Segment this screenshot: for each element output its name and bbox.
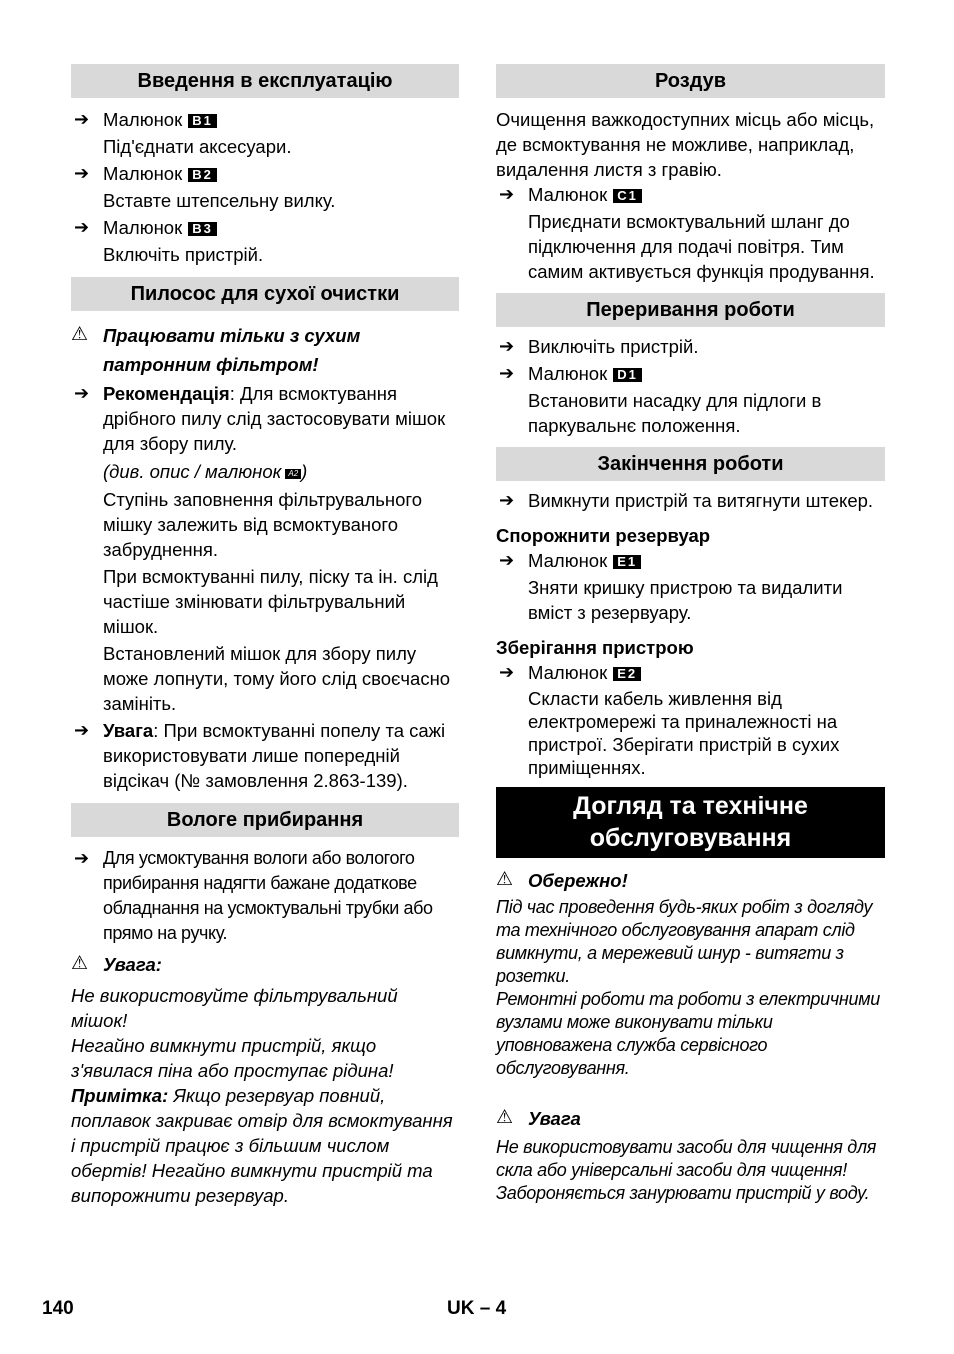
section-heading-finish: Закінчення роботи — [496, 447, 885, 481]
chapter-heading-maintenance: Догляд та технічне обслуговування — [496, 787, 885, 858]
figure-ref-b2: B2 — [188, 168, 217, 182]
left-column — [71, 64, 459, 1208]
note: Примітка: Якщо резервуар повний, поплавок закриває отвір для всмоктування і пристрій працює з більшим числом обертів! Негайно вимкнути пристрій та випорожнити резервуар. — [71, 1085, 453, 1206]
warning-triangle-icon: ⚠ — [71, 953, 89, 974]
right-column — [496, 64, 885, 1205]
section-heading-interrupt: Переривання роботи — [496, 293, 885, 327]
step-text: Під'єднати аксесуари. — [103, 136, 292, 157]
step-figure-b1: ➔ Малюнок B1 — [71, 107, 459, 132]
paragraph: Ступінь заповнення фільтрувального мішку залежить від всмоктуваного забруднення. — [103, 489, 423, 560]
step-figure-b3: ➔ Малюнок B3 — [71, 215, 459, 240]
step-figure-d1: ➔ Малюнок D1 — [496, 361, 885, 386]
figure-ref-a2: A2 — [285, 469, 301, 479]
figure-ref-b3: B3 — [188, 222, 217, 236]
step: ➔ Вимкнути пристрій та витягнути штекер. — [496, 488, 885, 513]
italic-paragraph: Під час проведення будь-яких робіт з догляду та технічного обслуговування апарат слід вимкнути, а мережевий шнур - витягти з розетки. — [496, 897, 873, 986]
figure-ref-e1: E1 — [613, 555, 641, 569]
warning-caution: ⚠ Обережно! — [496, 869, 628, 891]
figure-ref-b1: B1 — [188, 114, 217, 128]
attention-ash: ➔ Увага: При всмоктуванні попелу та сажі використовувати лише попередній відсікач (№ замовлення 2.863-139). — [71, 718, 459, 793]
page-code: UK – 4 — [447, 1298, 507, 1319]
paragraph: При всмоктуванні пилу, піску та ін. слід частіше змінювати фільтрувальний мішок. — [103, 566, 438, 637]
page-number: 140 — [42, 1298, 74, 1319]
subheading-empty-tank: Спорожнити резервуар — [496, 525, 711, 546]
step-figure-e2: ➔ Малюнок E2 — [496, 660, 885, 685]
step-text: Скласти кабель живлення від електромережі та приналежності на пристрої. Зберігати пристрій в сухих приміщеннях. — [528, 688, 840, 778]
step-figure-e1: ➔ Малюнок E1 — [496, 548, 885, 573]
step-figure-b2: ➔ Малюнок B2 — [71, 161, 459, 186]
warning-triangle-icon: ⚠ — [496, 869, 514, 890]
figure-ref-e2: E2 — [613, 667, 641, 681]
warning-dry-filter: ⚠ Працювати тільки з сухим патронним фільтром! — [71, 321, 459, 379]
step-text: Зняти кришку пристрою та видалити вміст з резервуару. — [528, 577, 843, 623]
figure-ref-c1: C1 — [613, 189, 642, 203]
warning-attention: ⚠ Увага: — [71, 953, 162, 975]
figure-ref-d1: D1 — [613, 368, 642, 382]
section-heading-blowing: Роздув — [496, 64, 885, 98]
paragraph: Встановлений мішок для збору пилу може лопнути, тому його слід своєчасно замініть. — [103, 643, 451, 714]
warning-attention: ⚠ Увага — [496, 1107, 581, 1129]
section-heading-startup: Введення в експлуатацію — [71, 64, 459, 98]
step-text: Встановити насадку для підлоги в паркувальнє положення. — [528, 390, 822, 436]
warning-triangle-icon: ⚠ — [496, 1107, 514, 1128]
subheading-storage: Зберігання пристрою — [496, 637, 694, 658]
italic-paragraph: Не використовувати засоби для чищення для скла або універсальні засоби для чищення! Забороняється занурювати пристрій у воду. — [496, 1137, 877, 1203]
step: ➔ Виключіть пристрій. — [496, 334, 885, 359]
section-heading-wet-cleaning: Вологе прибирання — [71, 803, 459, 837]
step-text: Вставте штепсельну вилку. — [103, 190, 336, 211]
italic-paragraph: Не використовуйте фільтрувальний мішок! — [71, 985, 398, 1031]
italic-paragraph: Ремонтні роботи та роботи з електричними вузлами може виконувати тільки уповноважена служба сервісного обслуговування. — [496, 989, 880, 1078]
paragraph: Очищення важкодоступних місць або місць, де всмоктування не можливе, наприклад, видалення листя з гравію. — [496, 109, 875, 180]
italic-paragraph: Негайно вимкнути пристрій, якщо з'явилася піна або проступає рідина! — [71, 1035, 394, 1081]
step-text: Приєднати всмоктувальний шланг до підключення для подачі повітря. Тим самим активується функція продування. — [528, 211, 875, 282]
section-heading-dry-cleaning: Пилосос для сухої очистки — [71, 277, 459, 311]
step-figure-c1: ➔ Малюнок C1 — [496, 182, 885, 207]
warning-triangle-icon: ⚠ — [71, 324, 89, 345]
step-text: Включіть пристрій. — [103, 244, 264, 265]
paragraph: ➔ Для усмоктування вологи або вологого прибирання надягти бажане додаткове обладнання на усмоктувальні трубки або прямо на ручку. — [71, 846, 459, 946]
recommendation: ➔ Рекомендація: Для всмоктування дрібного пилу слід застосовувати мішок для збору пилу. — [71, 381, 459, 456]
figure-reference: (див. опис / малюнок A2 ) — [103, 461, 308, 482]
